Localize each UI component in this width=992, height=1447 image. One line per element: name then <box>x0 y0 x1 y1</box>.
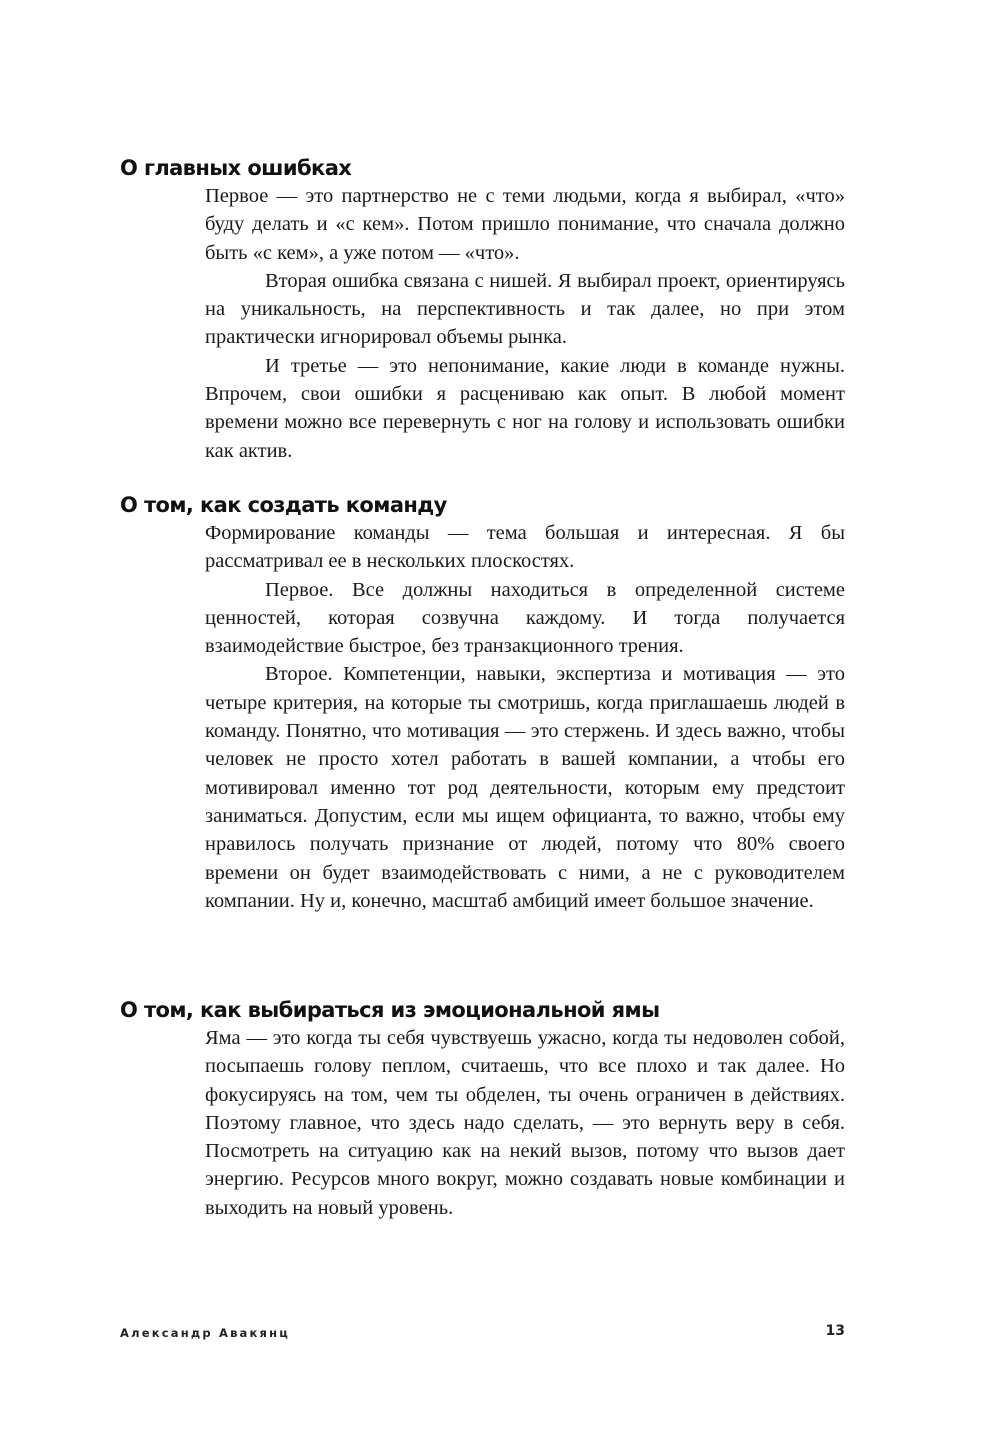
section-heading: О том, как выбираться из эмоциональной ямы <box>120 998 660 1022</box>
section-build-team <box>120 491 850 915</box>
section-heading: О том, как создать команду <box>120 493 447 517</box>
section-body <box>205 1024 845 1222</box>
page-number: 13 <box>825 1323 845 1339</box>
paragraph: И третье — это непонимание, какие люди в команде нужны. Впрочем, свои ошибки я расцениваю как опыт. В любой момент времени можно все перевернуть с ног на голову и использовать ошибки как актив. <box>205 354 845 462</box>
paragraph: Формирование команды — тема большая и интересная. Я бы рассматривал ее в нескольких плоскостях. <box>205 522 845 573</box>
paragraph: Первое — это партнерство не с теми людьми, когда я выбирал, «что» буду делать и «с кем». Потом пришло понимание, что сначала должно быть «с кем», а уже потом — «что». <box>205 185 845 264</box>
section-main-mistakes <box>120 154 850 465</box>
section-emotional-pit <box>120 996 850 1222</box>
footer-author: Александр Авакянц <box>120 1326 290 1340</box>
section-heading: О главных ошибках <box>120 156 352 180</box>
section-body <box>205 182 845 465</box>
section-body <box>205 519 845 915</box>
paragraph: Второе. Компетенции, навыки, экспертиза и мотивация — это четыре критерия, на которые ты смотришь, когда приглашаешь людей в команду. Понятно, что мотивация — это стержень. И здесь важно, чтобы человек не просто хотел работать в вашей компании, а чтобы его мотивировал именно тот род деятельности, которым ему предстоит заниматься. Допустим, если мы ищем официанта, то важно, чтобы ему нравилось получать признание от людей, потому что 80% своего времени он будет взаимодействовать с ними, а не с руководителем компании. Ну и, конечно, масштаб амбиций имеет большое значение. <box>205 663 845 912</box>
paragraph: Вторая ошибка связана с нишей. Я выбирал проект, ориентируясь на уникальность, на перспективность и так далее, но при этом практически игнорировал объемы рынка. <box>205 269 845 349</box>
paragraph: Яма — это когда ты себя чувствуешь ужасно, когда ты недоволен собой, посыпаешь голову пеплом, считаешь, что все плохо и так далее. Но фокусируясь на том, чем ты обделен, ты очень ограничен в действиях. Поэтому главное, что здесь надо сделать, — это вернуть веру в себя. Посмотреть на ситуацию как на некий вызов, потому что вызов дает энергию. Ресурсов много вокруг, можно создавать новые комбинации и выходить на новый уровень. <box>205 1027 845 1219</box>
paragraph: Первое. Все должны находиться в определенной системе ценностей, которая созвучна каждому. И тогда получается взаимодействие быстрое, без транзакционного трения. <box>205 578 845 658</box>
